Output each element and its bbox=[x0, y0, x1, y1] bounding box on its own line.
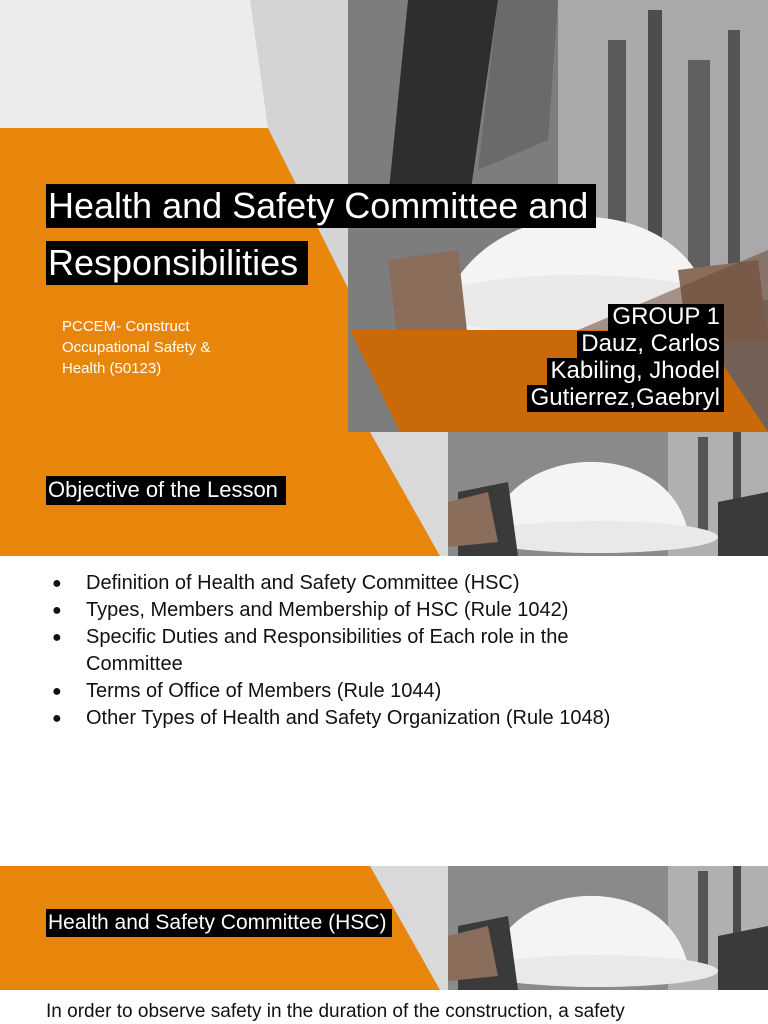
body-paragraph: In order to observe safety in the duration of the construction, a safety bbox=[46, 1001, 625, 1022]
title-line-1: Health and Safety Committee and bbox=[48, 185, 589, 226]
member-name: Kabiling, Jhodel bbox=[547, 358, 724, 385]
list-item: ● Specific Duties and Responsibilities of Each role in the Committee bbox=[52, 624, 646, 678]
list-item: ● Definition of Health and Safety Committee (HSC) bbox=[52, 570, 752, 597]
course-line: Health (50123) bbox=[62, 360, 162, 377]
section-title-text: Health and Safety Committee (HSC) bbox=[48, 911, 387, 934]
section-title-text: Objective of the Lesson bbox=[48, 477, 278, 502]
member-name: Gutierrez,Gaebryl bbox=[527, 385, 724, 412]
objective-slide-header bbox=[0, 432, 768, 556]
section-title bbox=[46, 476, 286, 505]
list-item: ● Types, Members and Membership of HSC (Rule 1042) bbox=[52, 597, 752, 624]
title-slide bbox=[0, 0, 768, 432]
worker-helmet-photo bbox=[448, 432, 768, 556]
course-info bbox=[62, 316, 210, 379]
title-line-2: Responsibilities bbox=[48, 242, 299, 283]
section-title bbox=[46, 909, 392, 937]
worker-helmet-photo bbox=[448, 866, 768, 990]
slide-title-continued bbox=[46, 241, 308, 285]
objectives-list bbox=[52, 570, 752, 732]
group-members bbox=[527, 304, 724, 412]
group-label: GROUP 1 bbox=[608, 304, 724, 331]
course-line: PCCEM- Construct bbox=[62, 318, 190, 335]
list-item: ● Other Types of Health and Safety Organization (Rule 1048) bbox=[52, 705, 752, 732]
member-name: Dauz, Carlos bbox=[577, 331, 724, 358]
slide-title bbox=[46, 184, 596, 228]
course-line: Occupational Safety & bbox=[62, 339, 211, 356]
hsc-slide-header bbox=[0, 866, 768, 990]
list-item: ● Terms of Office of Members (Rule 1044) bbox=[52, 678, 752, 705]
